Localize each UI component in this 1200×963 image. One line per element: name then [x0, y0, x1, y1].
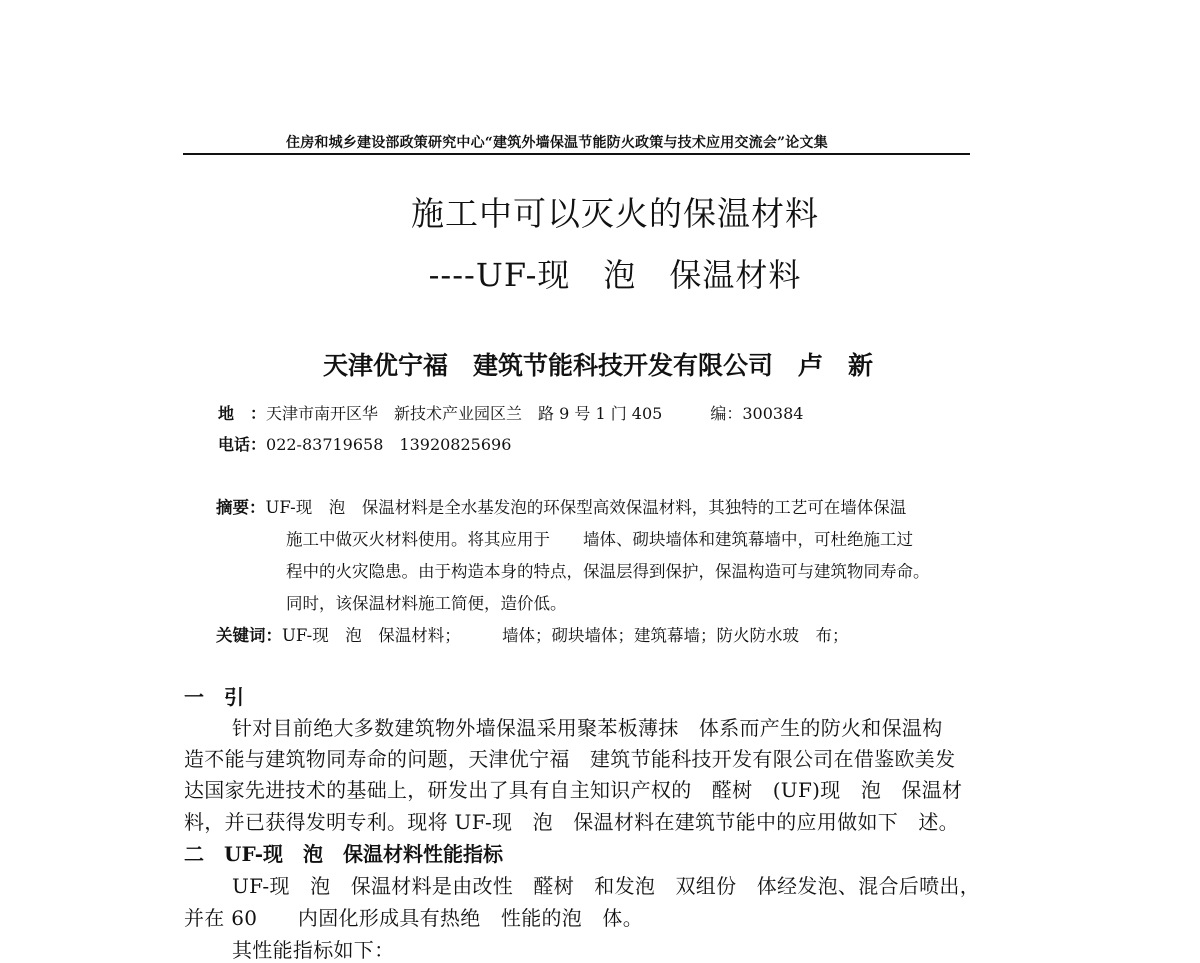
author-line: 天津优宁福 建筑节能科技开发有限公司 卢 新: [323, 351, 874, 380]
running-header: 住房和城乡建设部政策研究中心“建筑外墙保温节能防火政策与技术应用交流会”论文集: [286, 135, 828, 151]
abstract-text: UF-现 泡 保温材料是全水基发泡的环保型高效保温材料，其独特的工艺可在墙体保温: [265, 498, 907, 517]
keywords-line: [216, 622, 848, 646]
keywords-label: 关键词：: [216, 626, 282, 645]
abstract-line: [216, 494, 906, 518]
address-label: 地 ：: [218, 404, 267, 423]
abstract-line: 施工中做灭火材料使用。将其应用于 墙体、砌块墙体和建筑幕墙中，可杜绝施工过: [286, 530, 913, 549]
paragraph-line: UF-现 泡 保温材料是由改性 醛树 和发泡 双组份 体经发泡、混合后喷出，: [232, 874, 980, 898]
abstract-label: 摘要：: [216, 498, 266, 517]
section-heading: 一 引: [184, 685, 244, 709]
page-subtitle: ----UF-现 泡 保温材料: [428, 256, 802, 294]
paragraph-line: 其性能指标如下：: [232, 938, 395, 962]
phone-text: 022-83719658 13920825696: [266, 435, 512, 454]
abstract-line: 同时，该保温材料施工简便，造价低。: [286, 594, 567, 613]
paragraph-line: 料，并已获得发明专利。现将 UF-现 泡 保温材料在建筑节能中的应用做如下 述。: [184, 810, 959, 834]
abstract-line: 程中的火灾隐患。由于构造本身的特点，保温层得到保护，保温构造可与建筑物同寿命。: [286, 562, 930, 581]
keywords-text: UF-现 泡 保温材料； 墙体；砌块墙体；建筑幕墙；防火防水玻 布；: [282, 626, 849, 645]
page-title: 施工中可以灭火的保温材料: [411, 194, 819, 233]
header-rule: [183, 153, 970, 155]
section-heading: 二 UF-现 泡 保温材料性能指标: [184, 842, 504, 866]
paragraph-line: 并在 60 内固化形成具有热绝 性能的泡 体。: [184, 906, 644, 930]
paragraph-line: 达国家先进技术的基础上，研发出了具有自主知识产权的 醛树 (UF)现 泡 保温材: [184, 778, 963, 802]
address-line: [218, 401, 803, 424]
address-text: 天津市南开区华 新技术产业园区兰 路 9 号 1 门 405 编：300384: [266, 404, 804, 423]
paragraph-line: 造不能与建筑物同寿命的问题，天津优宁福 建筑节能科技开发有限公司在借鉴欧美发: [184, 747, 956, 771]
phone-label: 电话：: [218, 435, 267, 454]
phone-line: [218, 432, 511, 455]
paragraph-line: 针对目前绝大多数建筑物外墙保温采用聚苯板薄抹 体系而产生的防火和保温构: [232, 716, 943, 740]
